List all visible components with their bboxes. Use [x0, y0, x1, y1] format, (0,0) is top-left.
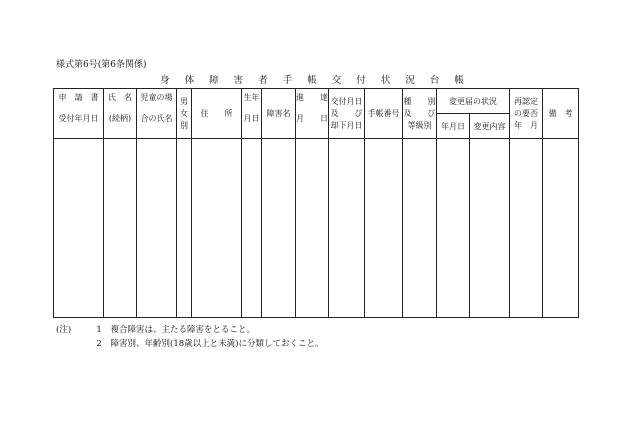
- col-reassessment: [510, 89, 543, 139]
- table-cell[interactable]: [329, 139, 365, 318]
- table-cell[interactable]: [296, 139, 329, 318]
- col-sex: [177, 89, 192, 139]
- col-disability-name: 障害名: [262, 89, 296, 139]
- col-name-line2: (続柄): [108, 114, 132, 123]
- table-cell[interactable]: [437, 139, 470, 318]
- table-cell[interactable]: [192, 139, 242, 318]
- note-number: 2: [96, 339, 102, 349]
- col-issue-date: [329, 89, 365, 139]
- note-text: 障害別、年齢別(18歳以上と未満)に分類しておくこと。: [110, 339, 324, 349]
- col-grade-line1: 種 別: [403, 96, 436, 106]
- form-title: 身 体 障 害 者 手 帳 交 付 状 況 台 帳: [160, 75, 470, 86]
- col-name-line1: 氏 名: [108, 93, 132, 102]
- table-row: [54, 139, 579, 318]
- notes-prefix: (注): [56, 325, 72, 335]
- col-progress-line2: 月 日: [296, 114, 328, 123]
- col-name: [104, 89, 137, 139]
- col-grade: [403, 89, 437, 139]
- col-application-line2: 受付年月日: [58, 114, 99, 123]
- note-text: 複合障害は、主たる障害をとること。: [110, 325, 256, 335]
- col-reassess-line2: の要否: [514, 108, 538, 118]
- col-change-group: 変更届の状況: [437, 89, 510, 114]
- col-change-date: 年月日: [437, 114, 470, 139]
- col-sex-line3: 別: [180, 120, 188, 130]
- col-guardian-line1: 児童の場: [140, 93, 173, 102]
- col-progress-date: [296, 89, 329, 139]
- col-issue-line1: 交付月日: [330, 96, 363, 106]
- col-address: 住 所: [192, 89, 242, 139]
- col-handbook-number: 手帳番号: [365, 89, 403, 139]
- col-application-line1: 申 請 書: [58, 93, 99, 102]
- col-birth-line1: 生年: [243, 93, 260, 102]
- notes: [56, 323, 324, 351]
- col-birth-date: [242, 89, 262, 139]
- table-cell[interactable]: [262, 139, 296, 318]
- col-grade-line2: 及 び: [403, 108, 436, 118]
- col-issue-line2: 及 び: [330, 108, 363, 118]
- table-cell[interactable]: [242, 139, 262, 318]
- table-cell[interactable]: [510, 139, 543, 318]
- col-sex-line2: 女: [180, 108, 188, 118]
- ledger-table: [53, 88, 579, 318]
- col-progress-line1: 進 達: [296, 93, 328, 102]
- col-application-date: [54, 89, 104, 139]
- col-change-content: 変更内容: [470, 114, 510, 139]
- col-issue-line3: 却下月日: [330, 120, 363, 130]
- col-birth-line2: 月日: [243, 114, 260, 123]
- col-reassess-line1: 再認定: [514, 96, 538, 106]
- table-cell[interactable]: [54, 139, 104, 318]
- table-cell[interactable]: [104, 139, 137, 318]
- table-cell[interactable]: [403, 139, 437, 318]
- col-guardian-line2: 合の氏名: [140, 114, 173, 123]
- table-cell[interactable]: [177, 139, 192, 318]
- col-guardian-name: [137, 89, 177, 139]
- col-sex-line1: 男: [180, 96, 188, 106]
- form-code: 様式第6号(第6条関係): [56, 60, 147, 70]
- table-cell[interactable]: [470, 139, 510, 318]
- note-number: 1: [96, 325, 102, 335]
- col-remarks: 備 考: [543, 89, 579, 139]
- table-cell[interactable]: [137, 139, 177, 318]
- note-2: [56, 337, 324, 351]
- col-reassess-line3: 年 月: [514, 120, 538, 130]
- note-1: [56, 323, 324, 337]
- table-cell[interactable]: [365, 139, 403, 318]
- table-cell[interactable]: [543, 139, 579, 318]
- col-grade-line3: 等級別: [407, 120, 432, 130]
